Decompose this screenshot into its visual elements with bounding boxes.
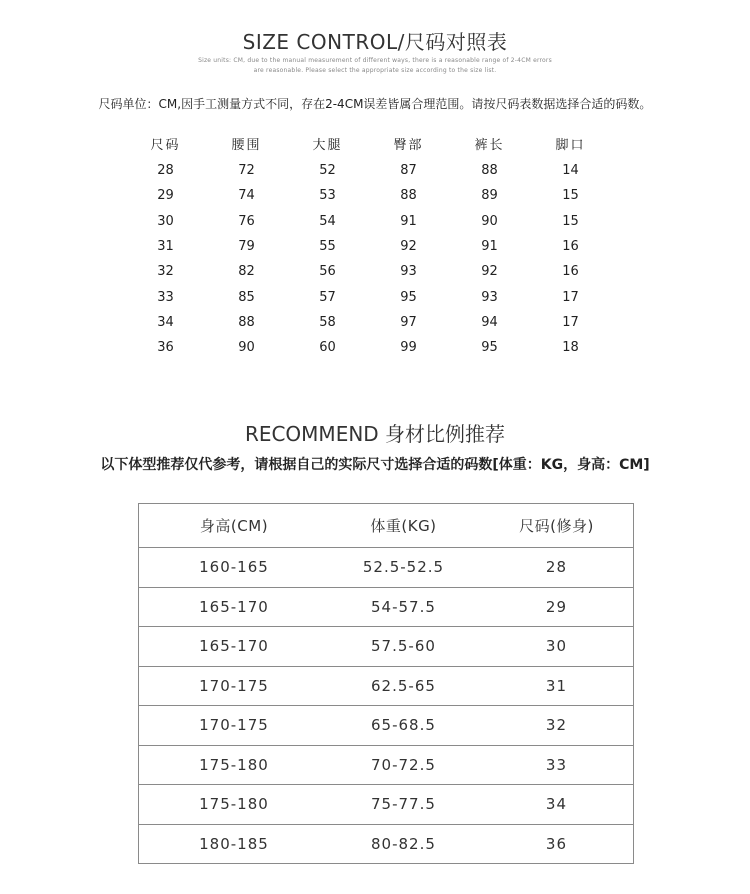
recommend-cell: 175-180: [139, 745, 327, 785]
recommend-cell: 30: [480, 627, 634, 667]
recommend-row: [139, 587, 634, 627]
recommend-cell: 160-165: [139, 548, 327, 588]
recommend-row: [139, 666, 634, 706]
size-chart-cell: 33: [157, 289, 174, 305]
recommend-cell: 54-57.5: [327, 587, 480, 627]
recommend-row: [139, 745, 634, 785]
size-chart-row: [125, 310, 611, 335]
size-chart-cell: 18: [562, 340, 579, 356]
size-chart-cell: 90: [238, 340, 255, 356]
size-chart-cell: 93: [481, 289, 498, 305]
size-chart-cell: 91: [481, 239, 498, 255]
recommend-cell: 31: [480, 666, 634, 706]
size-chart-cell: 88: [238, 314, 255, 330]
recommend-cell: 32: [480, 706, 634, 746]
size-chart-cell: 16: [562, 264, 579, 280]
size-chart-cell: 14: [562, 163, 579, 179]
size-chart-cell: 87: [400, 163, 417, 179]
size-chart-cell: 31: [157, 239, 174, 255]
size-chart-cell: 32: [157, 264, 174, 280]
recommend-cell: 170-175: [139, 706, 327, 746]
size-chart-cell: 54: [319, 213, 336, 229]
size-chart-cell: 53: [319, 188, 336, 204]
size-header-cell: 裤长: [474, 138, 505, 153]
recommend-cell: 62.5-65: [327, 666, 480, 706]
size-chart-cell: 17: [562, 314, 579, 330]
size-header-cell: 大腿: [312, 138, 343, 153]
size-header-cell: 臀部: [393, 138, 424, 153]
recommend-note: 以下体型推荐仅代参考，请根据自己的实际尺寸选择合适的码数[体重：KG，身高：CM]: [100, 457, 650, 473]
recommend-cell: 80-82.5: [327, 824, 480, 864]
size-chart-row: [125, 158, 611, 183]
size-chart-table: [125, 129, 611, 360]
size-chart-cell: 28: [157, 163, 174, 179]
size-chart-cell: 99: [400, 340, 417, 356]
size-chart-cell: 72: [238, 163, 255, 179]
size-chart-row: [125, 259, 611, 284]
size-chart-cell: 55: [319, 239, 336, 255]
size-chart-row: [125, 335, 611, 360]
size-chart-cell: 79: [238, 239, 255, 255]
size-chart-cell: 89: [481, 188, 498, 204]
size-chart-cell: 95: [400, 289, 417, 305]
recommend-row: [139, 785, 634, 825]
size-unit-note: 尺码单位：CM,因手工测量方式不同，存在2-4CM误差皆属合理范围。请按尺码表数据选择合适的码数。: [98, 97, 652, 111]
recommend-cell: 36: [480, 824, 634, 864]
recommend-cell: 33: [480, 745, 634, 785]
size-subtitle-line2: are reasonable. Please select the appropriate size according to the size list.: [253, 67, 497, 74]
recommend-header-cell: 身高(CM): [139, 504, 327, 548]
recommend-cell: 28: [480, 548, 634, 588]
size-header-cell: 脚口: [555, 138, 586, 153]
recommend-cell: 175-180: [139, 785, 327, 825]
size-chart-cell: 92: [481, 264, 498, 280]
recommend-cell: 170-175: [139, 666, 327, 706]
size-chart-row: [125, 284, 611, 309]
size-chart-row: [125, 209, 611, 234]
recommend-cell: 57.5-60: [327, 627, 480, 667]
size-chart-cell: 95: [481, 340, 498, 356]
recommend-cell: 34: [480, 785, 634, 825]
size-chart-cell: 30: [157, 213, 174, 229]
recommend-row: [139, 548, 634, 588]
size-chart-cell: 52: [319, 163, 336, 179]
size-chart-cell: 58: [319, 314, 336, 330]
recommend-title: RECOMMEND 身材比例推荐: [244, 422, 506, 446]
size-chart-cell: 94: [481, 314, 498, 330]
recommend-cell: 165-170: [139, 627, 327, 667]
size-chart-cell: 85: [238, 289, 255, 305]
size-chart-cell: 15: [562, 188, 579, 204]
recommend-row: [139, 824, 634, 864]
size-chart-cell: 57: [319, 289, 336, 305]
size-chart-header-row: [125, 129, 611, 158]
size-chart-cell: 74: [238, 188, 255, 204]
size-chart-cell: 88: [400, 188, 417, 204]
recommend-cell: 65-68.5: [327, 706, 480, 746]
size-chart-row: [125, 183, 611, 208]
recommend-header-cell: 体重(KG): [327, 504, 480, 548]
size-chart-cell: 16: [562, 239, 579, 255]
recommend-row: [139, 706, 634, 746]
recommend-cell: 180-185: [139, 824, 327, 864]
size-chart-cell: 90: [481, 213, 498, 229]
recommend-cell: 70-72.5: [327, 745, 480, 785]
size-chart-cell: 88: [481, 163, 498, 179]
recommend-table: [138, 503, 634, 864]
recommend-header-cell: 尺码(修身): [480, 504, 634, 548]
recommend-cell: 29: [480, 587, 634, 627]
size-header-cell: 腰围: [231, 138, 262, 153]
size-header-cell: 尺码: [150, 138, 181, 153]
recommend-row: [139, 627, 634, 667]
size-chart-cell: 60: [319, 340, 336, 356]
size-chart-cell: 92: [400, 239, 417, 255]
size-chart-cell: 91: [400, 213, 417, 229]
size-chart-cell: 76: [238, 213, 255, 229]
size-chart-cell: 82: [238, 264, 255, 280]
recommend-cell: 75-77.5: [327, 785, 480, 825]
size-chart-cell: 97: [400, 314, 417, 330]
size-chart-cell: 17: [562, 289, 579, 305]
recommend-cell: 52.5-52.5: [327, 548, 480, 588]
recommend-cell: 165-170: [139, 587, 327, 627]
size-chart-cell: 15: [562, 213, 579, 229]
size-control-title: SIZE CONTROL/尺码对照表: [242, 30, 508, 54]
size-chart-cell: 36: [157, 340, 174, 356]
size-subtitle-line1: Size units: CM, due to the manual measurement of different ways, there is a reasonable range of 2-4CM errors: [198, 57, 552, 64]
size-chart-cell: 56: [319, 264, 336, 280]
size-chart-cell: 29: [157, 188, 174, 204]
size-chart-cell: 34: [157, 314, 174, 330]
recommend-header-row: [139, 504, 634, 548]
size-chart-row: [125, 234, 611, 259]
size-chart-cell: 93: [400, 264, 417, 280]
